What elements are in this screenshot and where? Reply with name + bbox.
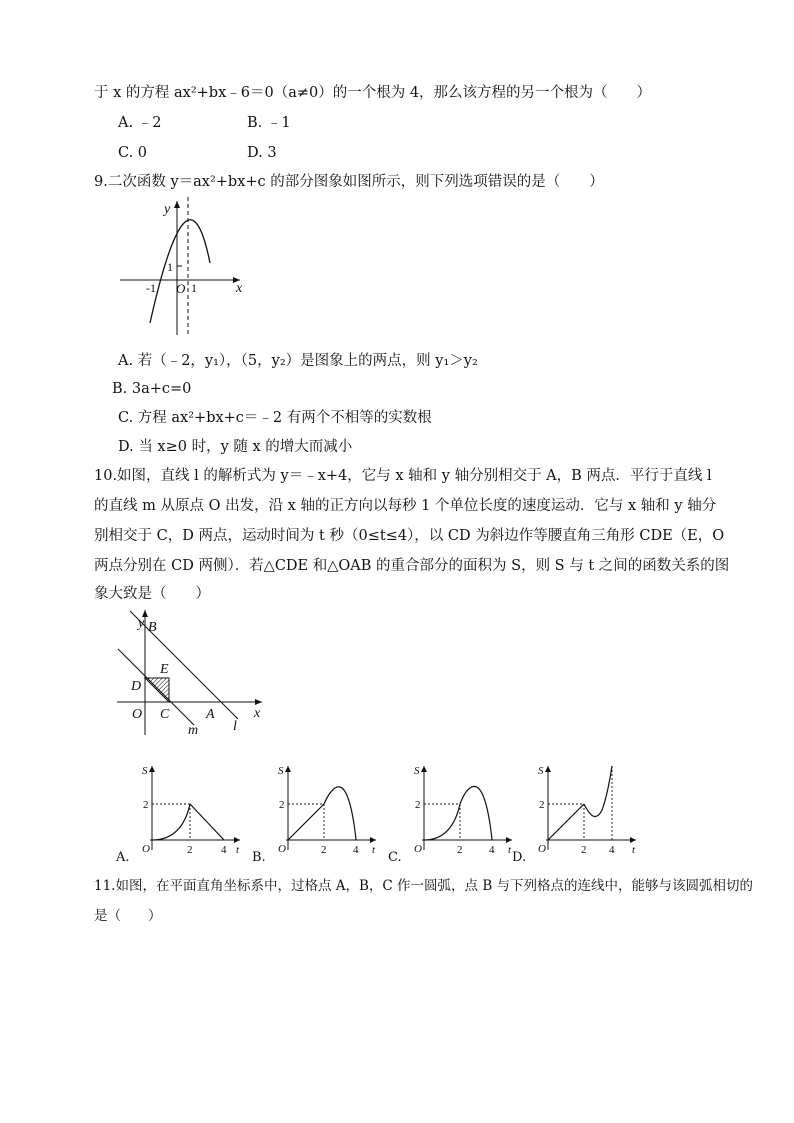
q11-stem-line-2: 是（ ） xyxy=(94,908,162,924)
q10-stem-line-1: 10.如图，直线 l 的解析式为 y＝﹣x+4，它与 x 轴和 y 轴分别相交于 A，B 两点．平行于直线 l xyxy=(94,468,712,484)
q10-figure xyxy=(112,605,282,745)
q8-option-d: D. 3 xyxy=(247,145,277,161)
q9-y-label: y xyxy=(164,202,171,217)
choice-a-t-arrow-icon xyxy=(234,837,240,843)
choice-a-2x-label: 2 xyxy=(187,844,193,855)
q9-origin-label: O xyxy=(176,281,186,296)
q10-choice-a-graph xyxy=(132,760,247,855)
q10-label-m: m xyxy=(188,723,199,738)
q9-option-c: C. 方程 ax²+bx+c＝﹣2 有两个不相等的实数根 xyxy=(118,410,432,426)
choice-d-o-label: O xyxy=(538,843,546,855)
q10-choice-d-letter: D. xyxy=(512,850,527,865)
q10-stem-line-5: 象大致是（ ） xyxy=(94,586,210,602)
choice-c-curve-left xyxy=(424,804,460,840)
q9-option-a: A. 若（﹣2，y₁），（5，y₂）是图象上的两点，则 y₁＞y₂ xyxy=(118,353,478,369)
q8-stem: 于 x 的方程 ax²+bx﹣6＝0（a≠0）的一个根为 4，那么该方程的另一个根为（ ） xyxy=(94,85,652,101)
choice-b-s-label: S xyxy=(278,765,284,777)
choice-a-line xyxy=(190,804,224,840)
q10-choice-c-letter: C. xyxy=(388,850,402,865)
choice-a-4x-label: 4 xyxy=(221,844,227,855)
choice-d-2x-label: 2 xyxy=(581,844,587,855)
choice-a-o-label: O xyxy=(142,843,150,855)
choice-a-s-arrow-icon xyxy=(149,766,155,772)
choice-b-t-label: t xyxy=(372,844,376,855)
q11-stem-line-1: 11.如图，在平面直角坐标系中，过格点 A，B，C 作一圆弧，点 B 与下列格点的连线中，能够与该圆弧相切的 xyxy=(94,878,754,894)
q9-one-x-label: 1 xyxy=(191,281,197,295)
q10-choice-b-letter: B. xyxy=(252,850,266,865)
q10-choice-b-graph xyxy=(268,760,383,855)
choice-a-s-label: S xyxy=(142,765,148,777)
choice-d-s-arrow-icon xyxy=(545,766,551,772)
q10-line-l xyxy=(130,611,238,719)
q10-label-o: O xyxy=(132,707,143,722)
choice-b-curve xyxy=(324,787,356,840)
choice-d-t-arrow-icon xyxy=(630,837,636,843)
q9-one-y-label: 1 xyxy=(167,260,173,274)
choice-c-s-label: S xyxy=(414,765,420,777)
choice-c-2x-label: 2 xyxy=(457,844,463,855)
choice-d-s-label: S xyxy=(538,765,544,777)
q9-parabola-curve xyxy=(150,220,210,323)
choice-d-2y-label: 2 xyxy=(539,799,545,811)
q9-parabola-graph xyxy=(112,195,252,340)
q10-x-arrow-icon xyxy=(255,699,262,705)
q10-y-label: y xyxy=(138,616,145,631)
q10-choice-a-letter: A. xyxy=(116,850,130,865)
q8-option-b: B. ﹣1 xyxy=(247,115,291,131)
q9-x-label: x xyxy=(236,281,243,296)
choice-b-line xyxy=(288,804,324,840)
choice-c-t-label: t xyxy=(508,844,512,855)
q10-label-e: E xyxy=(160,662,169,677)
q10-label-l: l xyxy=(233,719,237,734)
choice-d-line xyxy=(548,804,584,840)
q9-option-b: B. 3a+c=0 xyxy=(112,381,192,397)
choice-c-t-arrow-icon xyxy=(506,837,512,843)
q8-option-c: C. 0 xyxy=(118,145,148,161)
q10-choice-d-graph xyxy=(528,760,643,855)
q10-triangle-cde xyxy=(145,678,169,702)
q9-y-arrow-icon xyxy=(174,201,180,208)
q10-label-d: D xyxy=(131,679,142,694)
q10-stem-line-3: 别相交于 C，D 两点，运动时间为 t 秒（0≤t≤4），以 CD 为斜边作等腰直角三角形 CDE（E，O xyxy=(94,528,725,544)
choice-b-2x-label: 2 xyxy=(321,844,327,855)
choice-b-2y-label: 2 xyxy=(279,799,285,811)
choice-a-2y-label: 2 xyxy=(143,799,149,811)
q10-choice-c-graph xyxy=(404,760,519,855)
choice-c-2y-label: 2 xyxy=(415,799,421,811)
choice-b-o-label: O xyxy=(278,843,286,855)
choice-c-o-label: O xyxy=(414,843,422,855)
q10-label-c: C xyxy=(160,707,170,722)
q10-label-b: B xyxy=(148,620,157,635)
choice-a-t-label: t xyxy=(236,844,240,855)
choice-b-s-arrow-icon xyxy=(285,766,291,772)
q10-stem-line-4: 两点分别在 CD 两侧）．若△CDE 和△OAB 的重合部分的面积为 S，则 S 与 t 之间的函数关系的图 xyxy=(94,558,730,574)
choice-c-s-arrow-icon xyxy=(421,766,427,772)
choice-a-curve xyxy=(152,804,190,840)
choice-c-4x-label: 4 xyxy=(489,844,495,855)
q8-option-a: A. ﹣2 xyxy=(118,115,162,131)
choice-b-4x-label: 4 xyxy=(353,844,359,855)
choice-b-t-arrow-icon xyxy=(370,837,376,843)
choice-d-4x-label: 4 xyxy=(609,844,615,855)
q9-stem: 9.二次函数 y＝ax²+bx+c 的部分图象如图所示，则下列选项错误的是（ ） xyxy=(94,174,604,190)
q10-x-label: x xyxy=(254,706,261,721)
q9-option-d: D. 当 x≥0 时，y 随 x 的增大而减小 xyxy=(118,439,353,455)
choice-d-t-label: t xyxy=(632,844,636,855)
q9-neg-one-label: -1 xyxy=(146,281,156,295)
choice-c-curve-right xyxy=(460,786,492,840)
choice-d-curve xyxy=(584,766,612,817)
q10-label-a: A xyxy=(206,707,215,722)
q10-stem-line-2: 的直线 m 从原点 O 出发，沿 x 轴的正方向以每秒 1 个单位长度的速度运动．它与 x 轴和 y 轴分 xyxy=(94,498,717,514)
